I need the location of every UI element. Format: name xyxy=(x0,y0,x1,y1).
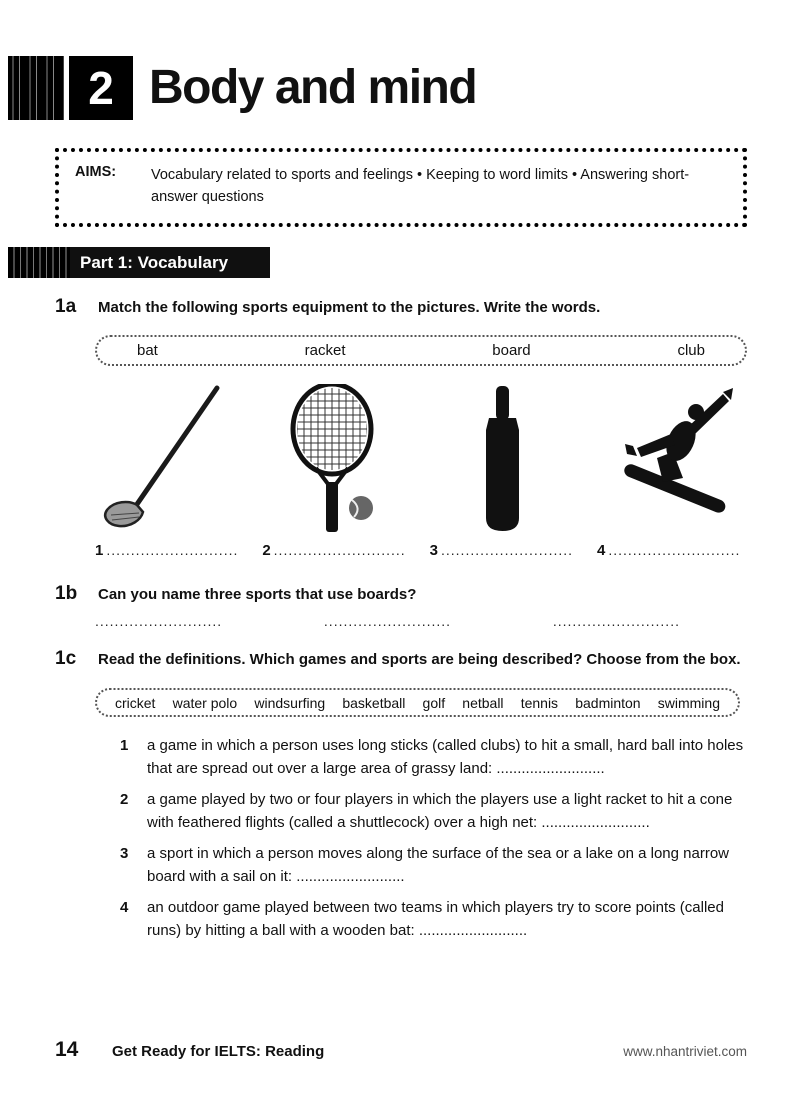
page-title: Body and mind xyxy=(149,61,477,114)
word-netball: netball xyxy=(462,694,504,711)
part-header-label: Part 1: Vocabulary xyxy=(80,252,229,272)
figure-golf-club xyxy=(95,384,242,559)
website-url: www.nhantriviet.com xyxy=(623,1044,747,1059)
answer-line-1: 1 ........................... xyxy=(95,542,239,559)
word-bat: bat xyxy=(137,342,158,359)
definition-3: 3 a sport in which a person moves along the surface of the sea or a lake on a long narrow board with a sail on it: .......................... xyxy=(120,845,730,885)
word-tennis: tennis xyxy=(520,694,559,711)
aims-text: Vocabulary related to sports and feelings • Keeping to word limits • Answering short-answer questions xyxy=(151,167,690,206)
unit-header xyxy=(8,56,476,120)
exercise-1a-instruction: Match the following sports equipment to the pictures. Write the words. xyxy=(98,299,601,316)
answer-line-4: 4 ........................... xyxy=(596,542,741,559)
decorative-stripe xyxy=(8,247,70,278)
exercise-1a-label: 1a xyxy=(55,296,77,317)
tennis-racket-image xyxy=(276,384,396,534)
unit-number: 2 xyxy=(69,56,133,120)
answer-line: .......................... xyxy=(552,613,680,629)
equipment-figures xyxy=(95,384,747,559)
word-cricket: cricket xyxy=(115,694,156,711)
decorative-stripe xyxy=(8,56,64,120)
answer-line: .......................... xyxy=(95,613,223,629)
answer-lines-1b xyxy=(95,613,680,629)
word-board: board xyxy=(492,342,531,359)
aims-label: AIMS: xyxy=(75,164,117,180)
snowboarder-image xyxy=(597,384,747,534)
definition-2: 2 a game played by two or four players in which the players use a light racket to hit a cone with feathered flights (called a shuttlecock) over a high net: .......................... xyxy=(120,791,733,831)
golf-club-image xyxy=(99,384,239,534)
figure-cricket-bat xyxy=(430,384,577,559)
word-club: club xyxy=(677,342,705,359)
figure-tennis-racket xyxy=(262,384,409,559)
word-swimming: swimming xyxy=(657,694,720,711)
word-golf: golf xyxy=(422,694,446,711)
aims-box xyxy=(55,148,747,227)
page-number: 14 xyxy=(55,1038,79,1061)
exercise-1b-label: 1b xyxy=(55,583,78,604)
definition-4: 4 an outdoor game played between two teams in which players try to score points (called runs) by hitting a ball with a wooden bat: .......................... xyxy=(120,899,724,939)
answer-line: .......................... xyxy=(323,613,452,629)
exercise-1b-instruction: Can you name three sports that use boards? xyxy=(98,586,417,603)
word-badminton: badminton xyxy=(575,694,641,711)
page-footer xyxy=(0,1038,800,1068)
exercise-1c-label: 1c xyxy=(55,648,77,669)
book-title: Get Ready for IELTS: Reading xyxy=(112,1043,325,1060)
answer-line-3: 3 ........................... xyxy=(429,542,574,559)
exercise-1c-instruction: Read the definitions. Which games and sports are being described? Choose from the box. xyxy=(98,651,741,668)
figure-snowboarder xyxy=(597,384,747,559)
definition-1: 1 a game in which a person uses long sticks (called clubs) to hit a small, hard ball into holes that are spread out over a large area of grassy land: .......................... xyxy=(120,737,744,777)
word-water-polo: water polo xyxy=(172,694,238,711)
cricket-bat-image xyxy=(468,384,538,534)
part-header-bar xyxy=(8,247,270,278)
word-box-1a xyxy=(95,335,747,366)
word-box-1c xyxy=(95,688,740,717)
word-basketball: basketball xyxy=(342,694,406,711)
answer-line-2: 2 ........................... xyxy=(262,542,406,559)
word-windsurfing: windsurfing xyxy=(254,694,326,711)
definitions-list xyxy=(120,735,750,951)
word-racket: racket xyxy=(304,342,346,359)
